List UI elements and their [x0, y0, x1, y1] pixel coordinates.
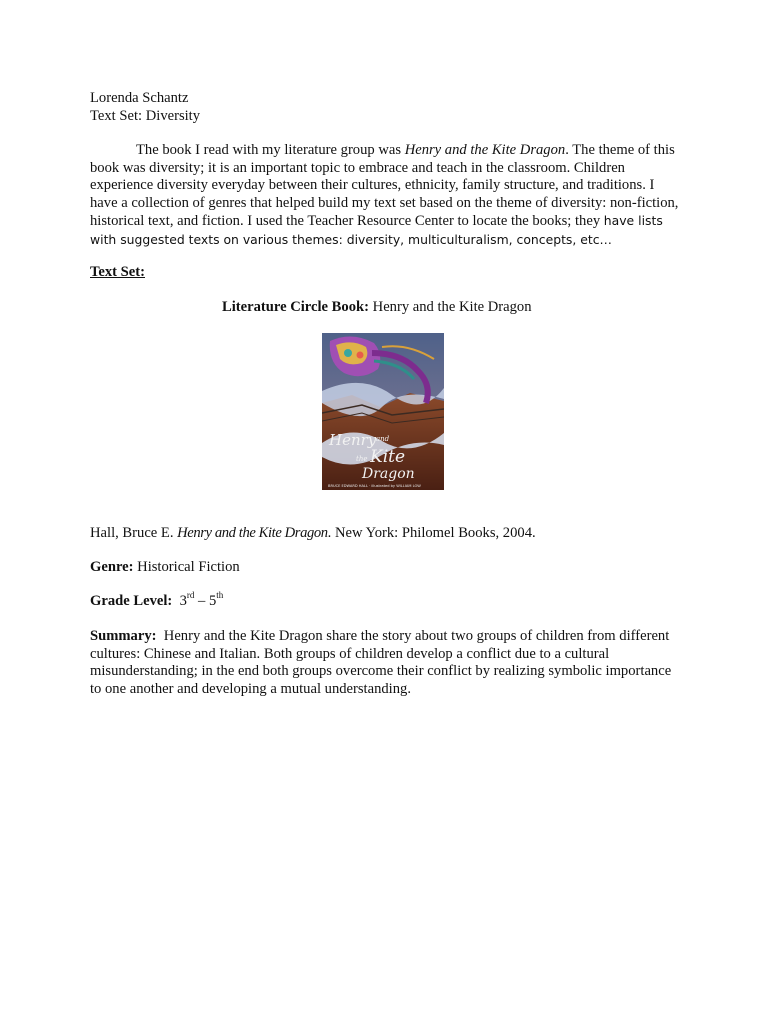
literature-circle-line	[222, 299, 642, 317]
citation-line	[90, 525, 680, 543]
cover-byline: BRUCE EDWARD HALL · illustrated by WILLIAM LOW	[328, 484, 421, 488]
genre-label: Genre:	[90, 559, 134, 575]
summary-label: Summary:	[90, 628, 157, 644]
cover-title-line1: Henry	[329, 431, 377, 449]
summary-text: Henry and the Kite Dragon share the story about two groups of children from different cultures: Chinese and Italian. Both groups of children develop a conflict due to a cultural misunderstanding; in the end both groups overcome their conflict by realizing symbolic importance to one another and developing a mutual understanding.	[90, 628, 672, 697]
grade-from: 3	[179, 593, 187, 609]
cover-title-line3: Dragon	[362, 466, 415, 482]
grade-label: Grade Level:	[90, 593, 173, 609]
literature-circle-title: Henry and the Kite Dragon	[372, 299, 532, 315]
genre-line	[90, 559, 680, 577]
intro-paragraph	[90, 142, 680, 250]
grade-to: 5	[208, 593, 217, 609]
cover-title-and: and	[376, 435, 390, 443]
book-cover-image	[322, 333, 444, 490]
literature-circle-label: Literature Circle Book:	[222, 299, 369, 315]
intro-text-3: have lists with suggested texts on various themes: diversity, multiculturalism, concepts, etc…	[90, 213, 663, 247]
grade-to-sup: th	[216, 590, 224, 601]
citation-rest: . New York: Philomel Books, 2004.	[327, 525, 536, 541]
intro-text-1: The book I read with my literature group was	[136, 142, 405, 158]
summary-paragraph	[90, 628, 680, 698]
citation-author: Hall, Bruce E.	[90, 525, 178, 541]
genre-value: Historical Fiction	[137, 559, 240, 575]
book-cover-illustration	[322, 333, 444, 490]
cover-title-the: the	[356, 455, 368, 463]
text-set-label: Text Set: Diversity	[90, 107, 201, 124]
citation-title: Henry and the Kite Dragon	[177, 525, 328, 541]
cover-title-line2: Kite	[370, 447, 406, 467]
author-block	[90, 90, 680, 125]
grade-from-sup: rd	[186, 590, 195, 601]
author-name: Lorenda Schantz	[90, 90, 189, 106]
intro-text-2: . The theme of this book was diversity; it is an important topic to embrace and teach in the classroom. Children experience diversity everyday between their cultures, ethnicity, family structure, and traditions. I have a collection of genres that helped build my text set based on the theme of diversity: non-fiction, historical text, and fiction. I used the Teacher Resource Center to locate the books; they	[90, 142, 679, 230]
grade-dash: –	[194, 593, 209, 609]
grade-level-line	[90, 590, 680, 611]
intro-book-title: Henry and the Kite Dragon	[404, 142, 566, 158]
text-set-heading: Text Set:	[90, 264, 145, 280]
